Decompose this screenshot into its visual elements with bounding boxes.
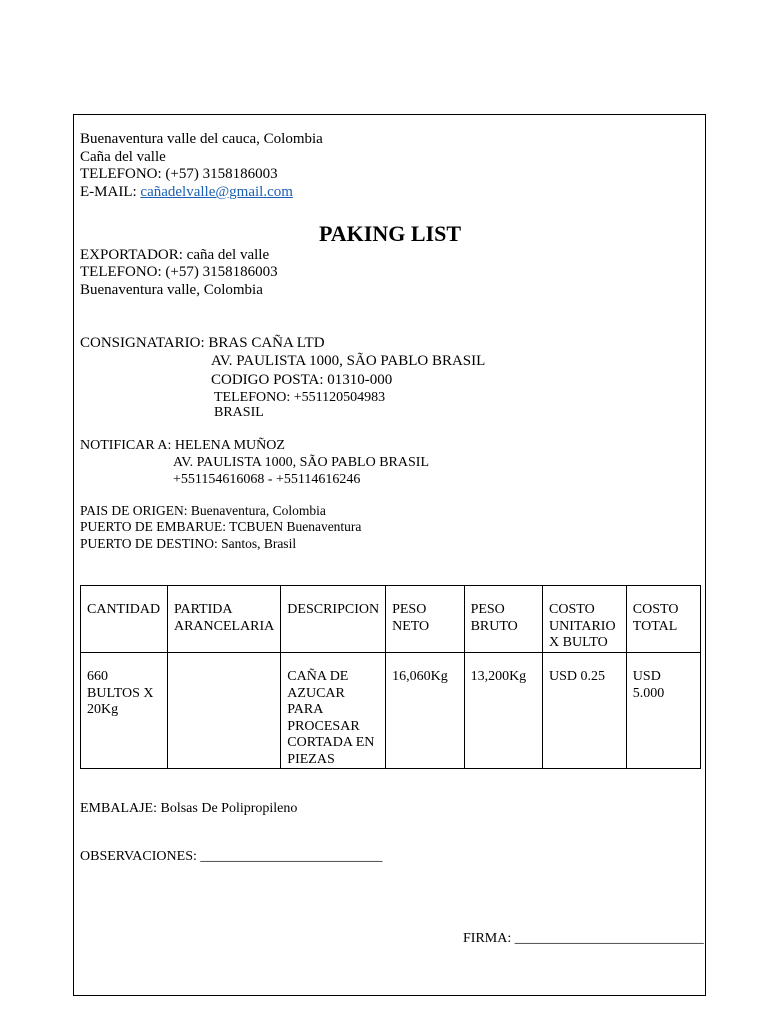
port-of-destination: PUERTO DE DESTINO: Santos, Brasil xyxy=(80,536,297,551)
notify-phones: +551154616068 - +55114616246 xyxy=(173,472,361,487)
table-row xyxy=(81,653,701,769)
header-company: Caña del valle xyxy=(80,149,166,165)
email-label: E-MAIL: xyxy=(80,184,141,200)
consignee-address: AV. PAULISTA 1000, SÃO PABLO BRASIL xyxy=(211,353,486,369)
notify-address: AV. PAULISTA 1000, SÃO PABLO BRASIL xyxy=(173,455,430,470)
exporter-location: Buenaventura valle, Colombia xyxy=(80,282,263,298)
header-email xyxy=(80,184,293,202)
header-peso-bruto: PESO BRUTO xyxy=(464,586,542,653)
header-costo-total: COSTO TOTAL xyxy=(626,586,700,653)
port-of-loading: PUERTO DE EMBARUE: TCBUEN Buenaventura xyxy=(80,519,362,534)
cell-cantidad: 660 BULTOS X 20Kg xyxy=(81,653,168,769)
exporter-phone: TELEFONO: (+57) 3158186003 xyxy=(80,264,278,280)
cell-costo-total: USD 5.000 xyxy=(626,653,700,769)
observations-line: OBSERVACIONES: __________________________ xyxy=(80,849,383,864)
header-costo-unitario: COSTO UNITARIO X BULTO xyxy=(543,586,627,653)
header-address: Buenaventura valle del cauca, Colombia xyxy=(80,131,323,147)
country-of-origin: PAIS DE ORIGEN: Buenaventura, Colombia xyxy=(80,503,326,518)
header-phone: TELEFONO: (+57) 3158186003 xyxy=(80,166,278,182)
document-title: PAKING LIST xyxy=(318,221,461,246)
cell-peso-bruto: 13,200Kg xyxy=(464,653,542,769)
header-partida-arancelaria: PARTIDA ARANCELARIA xyxy=(167,586,280,653)
header-peso-neto: PESO NETO xyxy=(386,586,464,653)
signature-line: FIRMA: ___________________________ xyxy=(463,931,704,946)
header-descripcion: DESCRIPCION xyxy=(281,586,386,653)
cell-costo-unitario: USD 0.25 xyxy=(543,653,627,769)
consignee-postal-code: CODIGO POSTA: 01310-000 xyxy=(211,372,393,388)
cell-partida-arancelaria xyxy=(167,653,280,769)
notify-name: NOTIFICAR A: HELENA MUÑOZ xyxy=(80,438,285,453)
email-link[interactable]: cañadelvalle@gmail.com xyxy=(140,184,293,200)
packaging-line: EMBALAJE: Bolsas De Polipropileno xyxy=(80,801,298,816)
consignee-country: BRASIL xyxy=(214,405,264,420)
header-cantidad: CANTIDAD xyxy=(81,586,168,653)
exporter-name: EXPORTADOR: caña del valle xyxy=(80,247,270,263)
consignee-phone: TELEFONO: +551120504983 xyxy=(214,390,386,405)
cell-descripcion: CAÑA DE AZUCAR PARA PROCESAR CORTADA EN PIEZAS xyxy=(281,653,386,769)
consignee-name: CONSIGNATARIO: BRAS CAÑA LTD xyxy=(80,335,325,351)
table-header-row xyxy=(81,586,701,653)
cell-peso-neto: 16,060Kg xyxy=(386,653,464,769)
packing-table xyxy=(80,585,701,769)
